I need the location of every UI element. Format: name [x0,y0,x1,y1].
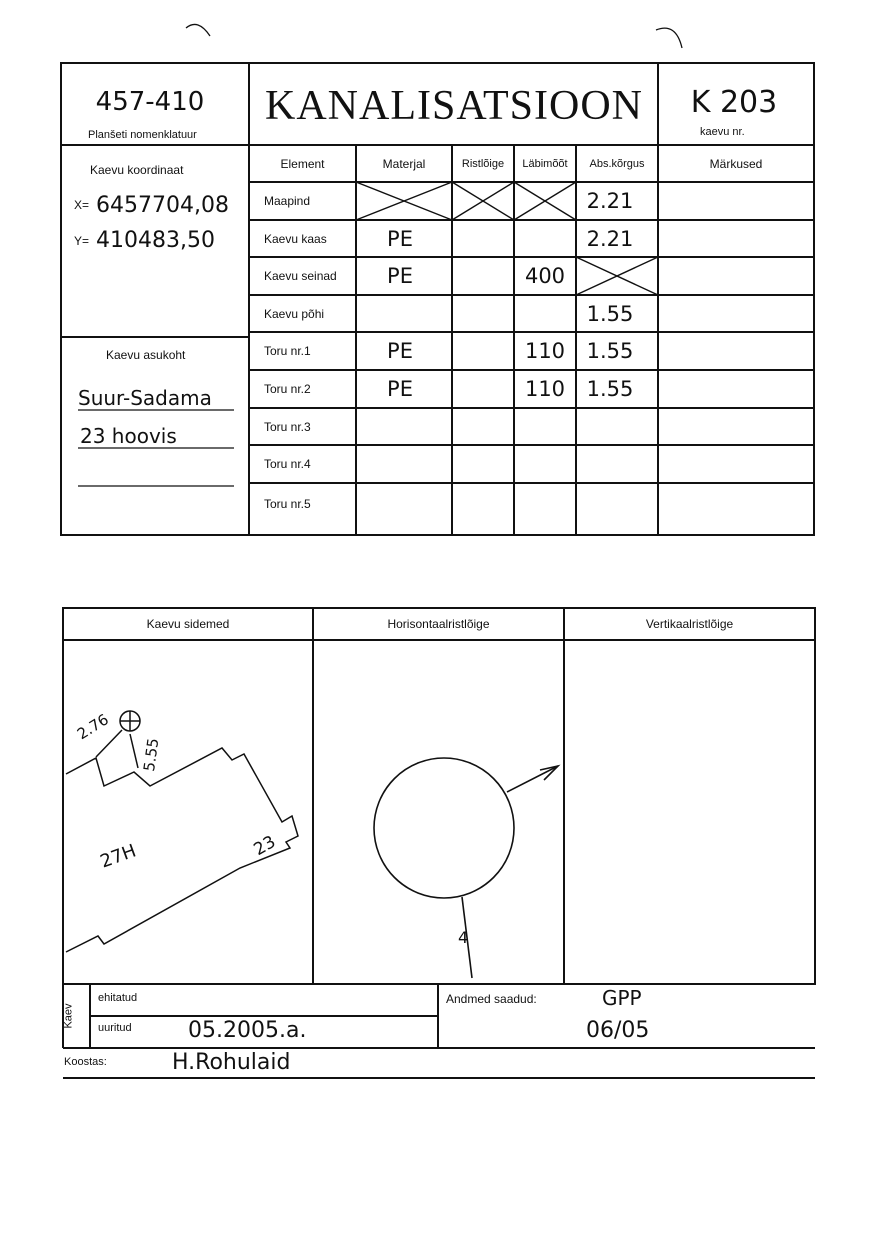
y-label: Y= [74,234,90,248]
header-horizontal-section: Horisontaalristlõige [387,617,490,631]
data-received-label: Andmed saadud: [446,992,537,1006]
row-element: Kaevu kaas [264,231,327,246]
row-height: 1.55 [586,377,634,401]
header-vertical-section: Vertikaalristlõige [645,617,734,631]
row-height: 1.55 [586,301,634,326]
cross-section-label: 4 [458,928,469,947]
site-sketch [66,711,298,952]
row-element: Maapind [264,194,311,208]
row-element: Toru nr.2 [264,382,311,396]
sketch-distance-2: 5.55 [140,736,163,773]
row-diameter: 110 [524,377,566,401]
location-line1: Suur-Sadama [78,386,212,410]
nomenclature-label: Planšeti nomenklatuur [88,129,197,141]
row-material: PE [387,339,413,363]
row-material: PE [387,226,413,251]
surveyed-value: 05.2005.a. [188,1018,307,1043]
data-received-value1: GPP [602,986,642,1010]
nomenclature-value: 457-410 [95,87,205,117]
well-number-value: K 203 [690,84,778,120]
punch-hole-mark-right [656,28,682,48]
row-diameter: 110 [524,339,566,363]
sketch-building-a: 27H [97,840,139,873]
row-element: Toru nr.3 [264,419,311,434]
row-element: Toru nr.1 [264,344,311,358]
row-material: PE [387,377,413,401]
col-header-notes: Märkused [709,156,763,171]
bottom-card-grid [63,608,815,1078]
col-header-diameter: Läbimõõt [522,157,568,170]
row-element: Toru nr.5 [264,497,311,511]
row-height: 2.21 [586,189,634,213]
location-label: Kaevu asukoht [106,348,186,362]
sketch-building-b: 23 [250,831,280,861]
row-height: 2.21 [586,226,634,251]
coordinates-label: Kaevu koordinaat [90,163,184,177]
header-well-ties: Kaevu sidemed [146,617,230,631]
kaev-label: Kaev [62,1003,75,1029]
punch-hole-mark-left [186,24,210,36]
row-element: Kaevu seinad [264,269,337,283]
compiled-value: H.Rohulaid [172,1050,291,1075]
col-header-material: Materjal [382,156,426,171]
built-label: ehitatud [98,992,138,1004]
sketch-distance-1: 2.76 [74,710,112,744]
well-number-label: kaevu nr. [700,126,745,138]
data-received-value2: 06/05 [586,1018,650,1043]
row-diameter: 400 [524,264,566,288]
col-header-element: Element [280,156,325,171]
location-line2: 23 hoovis [80,424,177,448]
compiled-label: Koostas: [64,1056,107,1068]
surveyed-label: uuritud [98,1022,132,1034]
y-value: 410483,50 [96,227,215,253]
col-header-cross-section: Ristlõige [461,157,505,170]
row-element: Kaevu põhi [264,306,325,321]
col-header-height: Abs.kõrgus [589,157,645,170]
row-material: PE [387,264,413,288]
card-title: KANALISATSIOON [265,83,643,129]
x-value: 6457704,08 [96,192,229,218]
row-element: Toru nr.4 [264,457,311,471]
row-height: 1.55 [586,339,634,363]
x-label: X= [74,198,90,212]
